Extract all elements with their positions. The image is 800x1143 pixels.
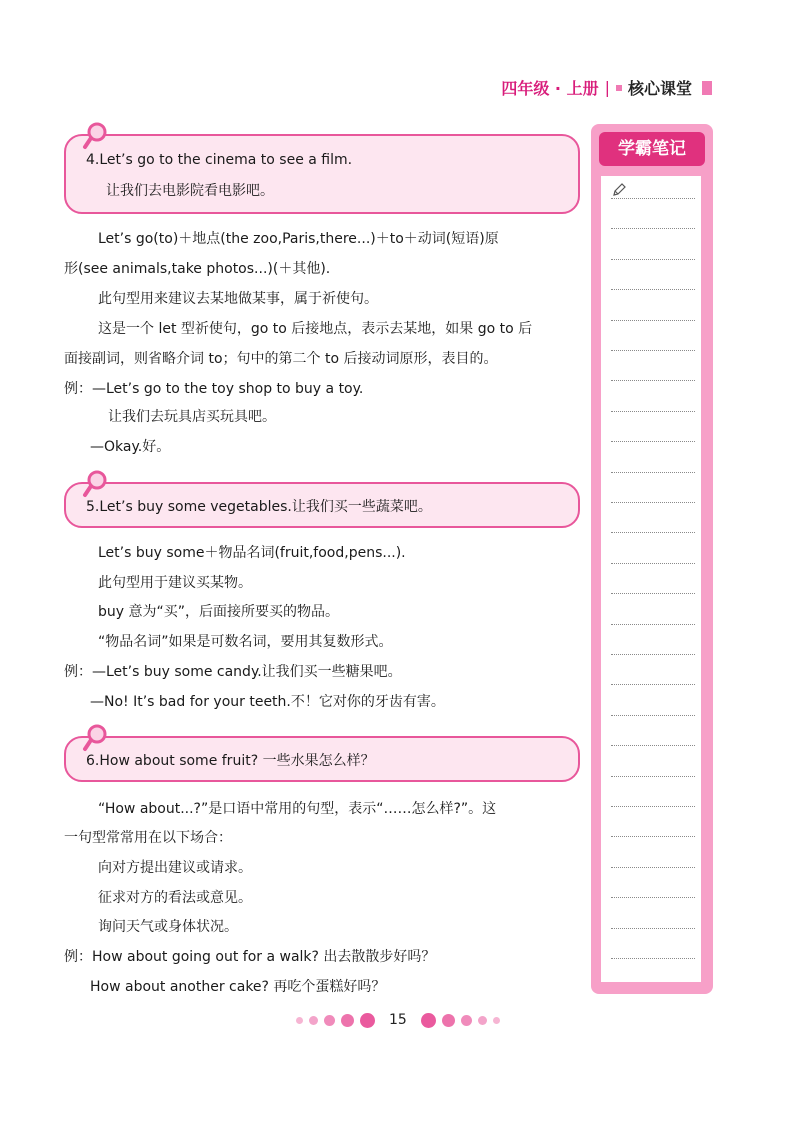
explanation-line: Let’s buy some＋物品名词(fruit,food,pens...). (98, 545, 406, 561)
note-line (611, 320, 695, 321)
note-line (611, 806, 695, 807)
dot-icon (341, 1014, 354, 1027)
notes-paper (601, 176, 701, 982)
example-line: 例：—Let’s buy some candy.让我们买一些糖果吧。 (64, 664, 402, 680)
explanation-line: 一句型常常用在以下场合： (64, 830, 232, 846)
page-footer (296, 1012, 500, 1028)
note-line (611, 350, 695, 351)
explanation-line: “物品名词”如果是可数名词，要用其复数形式。 (98, 634, 393, 650)
sentence-english: 4.Let’s go to the cinema to see a film. (86, 152, 353, 168)
page-header (501, 76, 712, 99)
note-line (611, 441, 695, 442)
note-line (611, 289, 695, 290)
note-line (611, 928, 695, 929)
example-line: 让我们去玩具店买玩具吧。 (108, 409, 276, 425)
magnifier-icon (82, 724, 108, 752)
note-line (611, 836, 695, 837)
note-line (611, 745, 695, 746)
note-line (611, 259, 695, 260)
notes-title: 学霸笔记 (599, 132, 705, 166)
sentence-box-4 (64, 134, 580, 214)
explanation-line: 此句型用于建议买某物。 (98, 575, 252, 591)
pencil-icon (611, 182, 627, 198)
note-line (611, 593, 695, 594)
note-line (611, 776, 695, 777)
grade-label: 四年级 · 上册 (501, 79, 599, 98)
dot-icon (309, 1016, 318, 1025)
dot-icon (360, 1013, 375, 1028)
section-label: 核心课堂 (627, 79, 692, 98)
note-line (611, 502, 695, 503)
example-line: —No! It’s bad for your teeth.不！它对你的牙齿有害。 (90, 694, 445, 710)
page-number: 15 (389, 1012, 407, 1028)
note-line (611, 198, 695, 199)
note-line (611, 532, 695, 533)
explanation-line: 面接副词，则省略介词 to；句中的第二个 to 后接动词原形，表目的。 (64, 351, 498, 367)
magnifier-icon (82, 122, 108, 150)
explanation-line: 这是一个 let 型祈使句，go to 后接地点，表示去某地，如果 go to 后 (98, 321, 533, 337)
dot-icon (461, 1015, 472, 1026)
note-line (611, 563, 695, 564)
explanation-line: “How about...?”是口语中常用的句型，表示“……怎么样?”。这 (98, 801, 497, 817)
sentence-text: 5.Let’s buy some vegetables.让我们买一些蔬菜吧。 (86, 499, 432, 515)
note-line (611, 867, 695, 868)
notes-sidebar (591, 124, 713, 994)
explanation-line: 形(see animals,take photos...)(＋其他). (64, 261, 331, 277)
explanation-line: 询问天气或身体状况。 (98, 919, 238, 935)
sentence-chinese: 让我们去电影院看电影吧。 (106, 183, 274, 199)
example-line: 例：—Let’s go to the toy shop to buy a toy. (64, 381, 364, 397)
dot-icon (296, 1017, 303, 1024)
example-line: 例：How about going out for a walk? 出去散散步好吗？ (64, 949, 436, 965)
example-line: —Okay.好。 (90, 439, 171, 455)
sentence-text: 6.How about some fruit? 一些水果怎么样？ (86, 753, 375, 769)
sentence-box-5 (64, 482, 580, 528)
dot-icon (421, 1013, 436, 1028)
magnifier-icon (82, 470, 108, 498)
dot-icon (478, 1016, 487, 1025)
note-line (611, 654, 695, 655)
explanation-line: 此句型用来建议去某地做某事，属于祈使句。 (98, 291, 378, 307)
note-line (611, 958, 695, 959)
dot-icon (324, 1015, 335, 1026)
explanation-line: 征求对方的看法或意见。 (98, 890, 252, 906)
example-line: How about another cake? 再吃个蛋糕好吗？ (90, 979, 386, 995)
note-line (611, 228, 695, 229)
dot-icon (442, 1014, 455, 1027)
explanation-line: 向对方提出建议或请求。 (98, 860, 252, 876)
square-bullet-icon (616, 85, 622, 91)
explanation-line: Let’s go(to)＋地点(the zoo,Paris,there...)＋to＋动词(短语)原 (98, 231, 499, 247)
note-line (611, 380, 695, 381)
sentence-box-6 (64, 736, 580, 782)
note-line (611, 624, 695, 625)
note-line (611, 715, 695, 716)
note-line (611, 411, 695, 412)
header-separator: | (604, 78, 610, 97)
header-bar-icon (702, 81, 712, 95)
note-line (611, 472, 695, 473)
note-line (611, 897, 695, 898)
explanation-line: buy 意为“买”，后面接所要买的物品。 (98, 604, 340, 620)
dot-icon (493, 1017, 500, 1024)
note-line (611, 684, 695, 685)
